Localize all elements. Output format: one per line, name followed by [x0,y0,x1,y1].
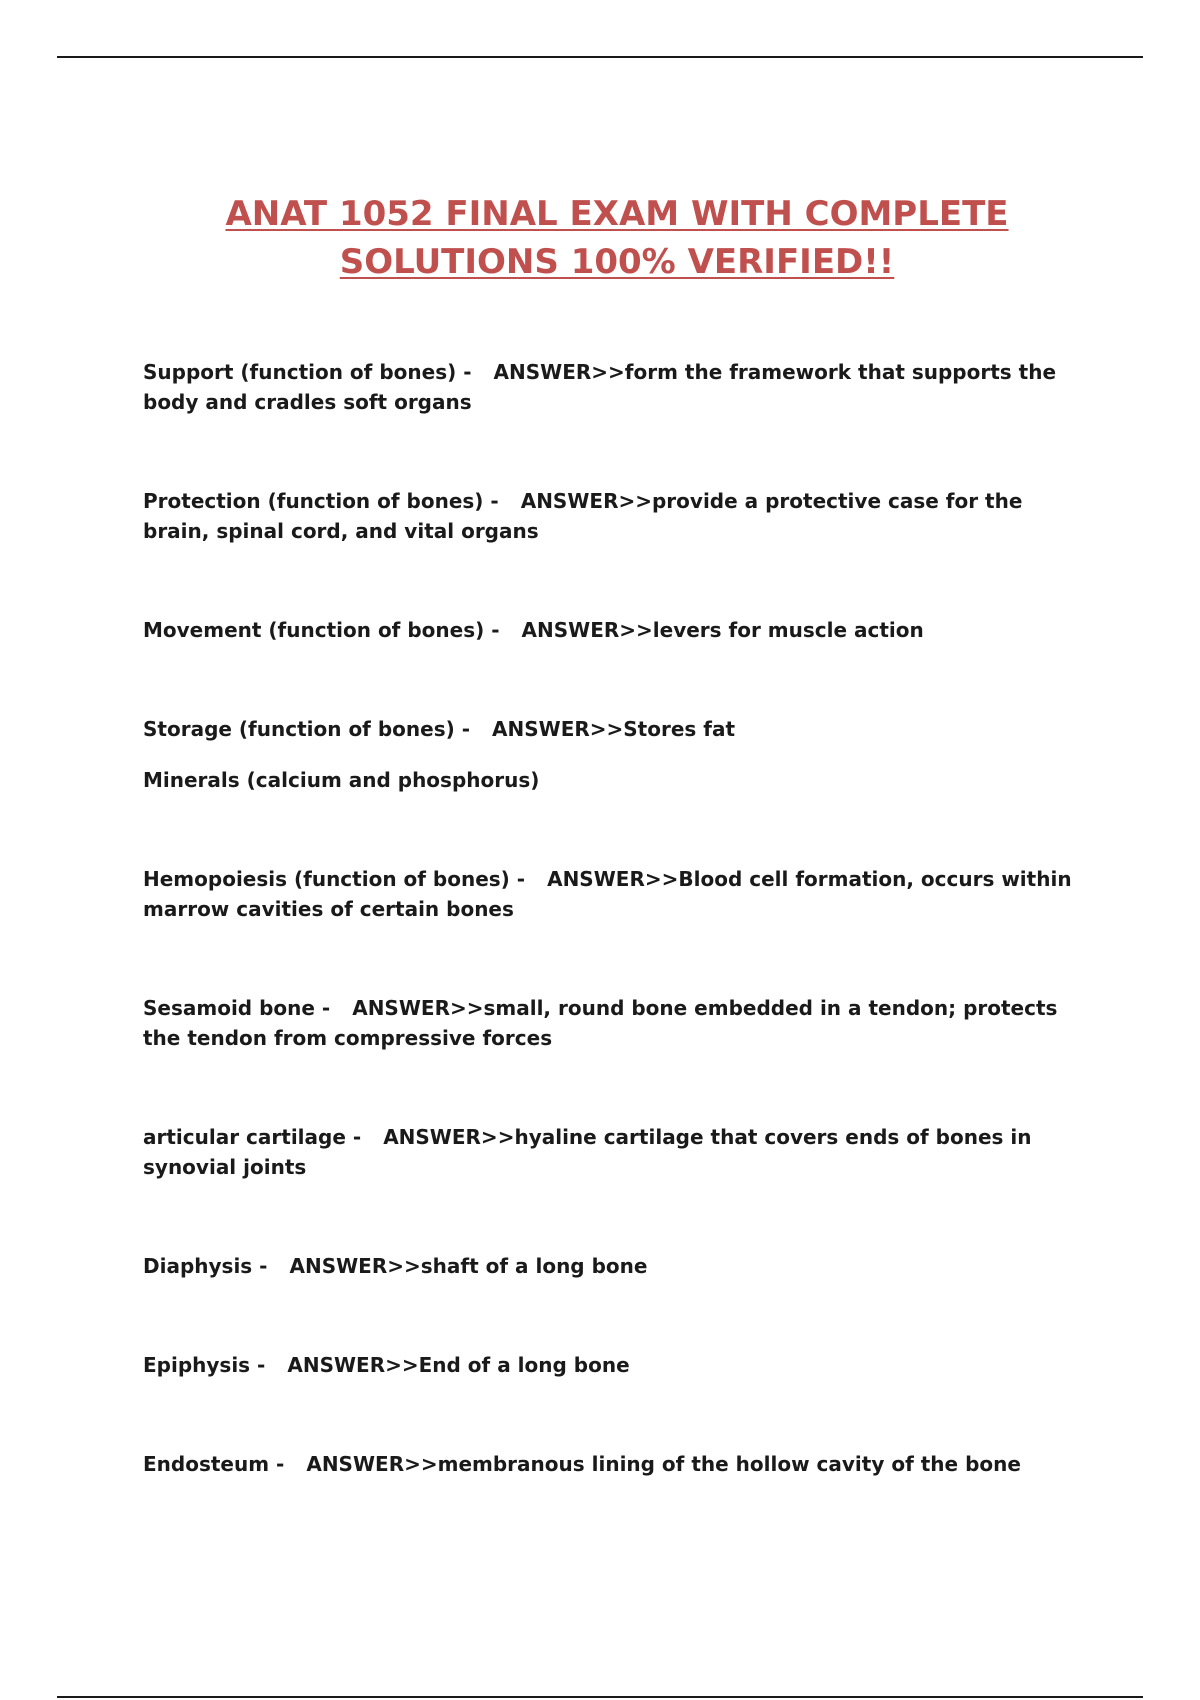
footer-rule [57,1696,1143,1698]
answer-prefix: ANSWER>> [287,1353,419,1377]
document-title [120,190,1114,286]
title-line-2: SOLUTIONS 100% VERIFIED!! [339,242,895,282]
qa-item-support [143,357,1088,417]
answer-prefix: ANSWER>> [289,1254,421,1278]
qa-answer: membranous lining of the hollow cavity of the bone [437,1452,1021,1476]
qa-item-endosteum [143,1449,1088,1479]
qa-term: Support (function of bones) - [143,360,472,384]
qa-term: Diaphysis - [143,1254,267,1278]
qa-answer: levers for muscle action [652,618,924,642]
qa-term: Epiphysis - [143,1353,265,1377]
qa-item-diaphysis [143,1251,1088,1281]
qa-term: Storage (function of bones) - [143,717,470,741]
answer-prefix: ANSWER>> [521,618,653,642]
qa-answer: provide a protective case for the brain, spinal cord, and vital organs [143,489,1023,543]
qa-answer: hyaline cartilage that covers ends of bones in synovial joints [143,1125,1032,1179]
qa-answer: shaft of a long bone [420,1254,648,1278]
qa-answer: form the framework that supports the body and cradles soft organs [143,360,1057,414]
qa-term: Sesamoid bone - [143,996,330,1020]
qa-term: articular cartilage - [143,1125,361,1149]
answer-prefix: ANSWER>> [520,489,652,513]
qa-term: Protection (function of bones) - [143,489,499,513]
qa-extra-minerals: Minerals (calcium and phosphorus) [143,768,540,792]
qa-answer: End of a long bone [418,1353,630,1377]
qa-item-articular-cartilage [143,1122,1088,1182]
qa-item-storage [143,714,1088,744]
header-rule [57,56,1143,58]
answer-prefix: ANSWER>> [493,360,625,384]
qa-item-protection [143,486,1088,546]
title-line-1: ANAT 1052 FINAL EXAM WITH COMPLETE [225,194,1009,234]
qa-term: Endosteum - [143,1452,284,1476]
qa-answer: small, round bone embedded in a tendon; protects the tendon from compressive forces [143,996,1058,1050]
answer-prefix: ANSWER>> [306,1452,438,1476]
qa-answer: Blood cell formation, occurs within marrow cavities of certain bones [143,867,1072,921]
answer-prefix: ANSWER>> [547,867,679,891]
qa-answer: Stores fat [623,717,736,741]
answer-prefix: ANSWER>> [492,717,624,741]
qa-term: Hemopoiesis (function of bones) - [143,867,525,891]
qa-item-sesamoid [143,993,1088,1053]
qa-item-hemopoiesis [143,864,1088,924]
qa-term: Movement (function of bones) - [143,618,500,642]
qa-item-epiphysis [143,1350,1088,1380]
answer-prefix: ANSWER>> [352,996,484,1020]
answer-prefix: ANSWER>> [383,1125,515,1149]
qa-item-movement [143,615,1088,645]
